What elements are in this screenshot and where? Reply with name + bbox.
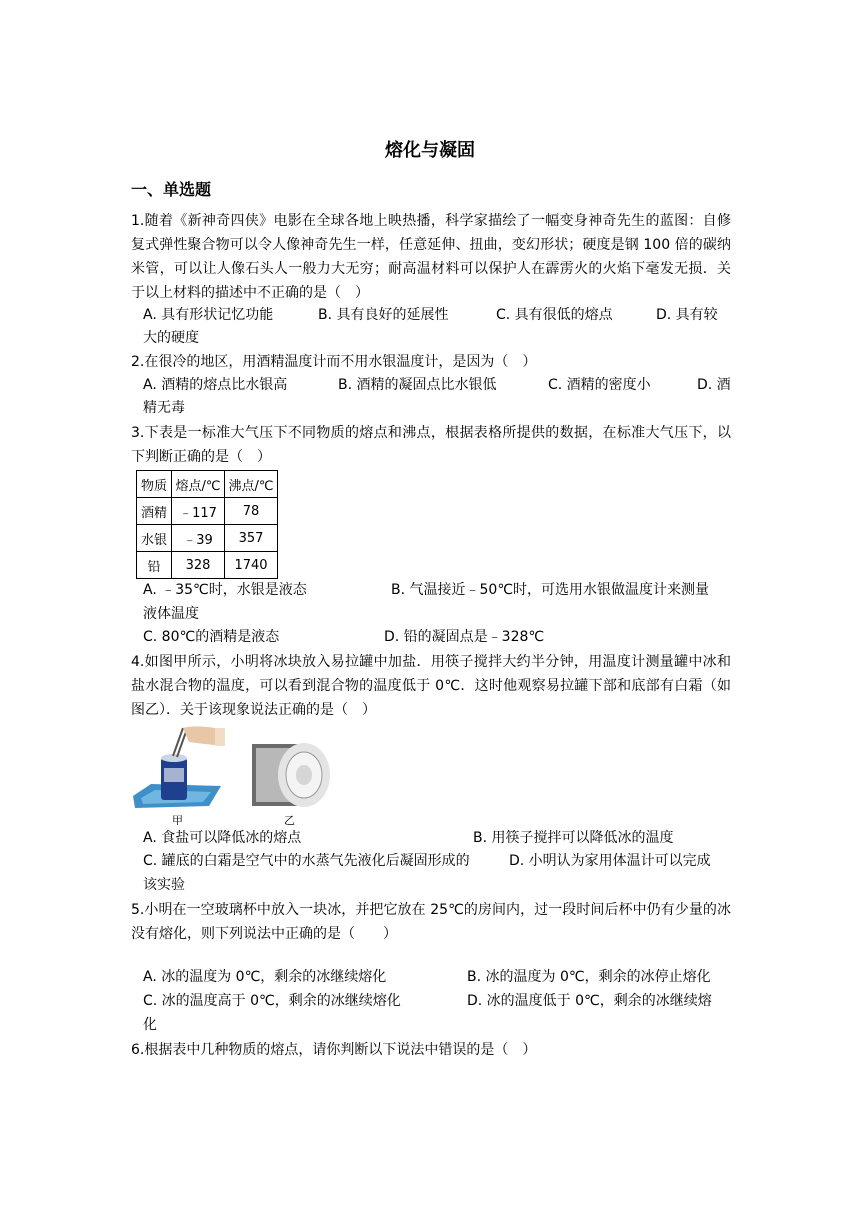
melting-boiling-table — [136, 470, 278, 579]
q3-option-d[interactable]: D. 铅的凝固点是﹣328℃ — [384, 629, 545, 645]
q2-option-a[interactable]: A. 酒精的熔点比水银高 — [143, 377, 288, 393]
question-6-stem: 6.根据表中几种物质的熔点，请你判断以下说法中错误的是（ ） — [131, 1042, 537, 1058]
q4-option-a[interactable]: A. 食盐可以降低冰的熔点 — [143, 830, 302, 846]
q1-option-a[interactable]: A. 具有形状记忆功能 — [143, 307, 274, 323]
q5-option-c[interactable]: C. 冰的温度高于 0℃，剩余的冰继续熔化 — [143, 993, 401, 1009]
q2-option-d-continuation: 精无毒 — [143, 400, 185, 416]
table-cell: 328 — [172, 552, 225, 579]
question-5-stem: 5.小明在一空玻璃杯中放入一块冰，并把它放在 25℃的房间内，过一段时间后杯中仍有少量的冰没有熔化，则下列说法中正确的是（ ） — [131, 902, 731, 942]
figure-yi-caption: 乙 — [284, 814, 295, 827]
question-1-stem: 1.随着《新神奇四侠》电影在全球各地上映热播，科学家描绘了一幅变身神奇先生的蓝图：自修复式弹性聚合物可以令人像神奇先生一样，任意延伸、扭曲，变幻形状；硬度是钢 100 倍的碳纳米管，可以让人像石头人一般力大无穷；耐高温材料可以保护人在霹雳火的火焰下毫发无损．关于以上材料的描述中不正确的是（ ） — [131, 213, 731, 301]
figure-jia-caption: 甲 — [172, 814, 183, 827]
q3-option-c[interactable]: C. 80℃的酒精是液态 — [143, 629, 280, 645]
q3-option-b[interactable]: B. 气温接近﹣50℃时，可选用水银做温度计来测量 — [391, 582, 710, 598]
table-header-row — [137, 471, 278, 498]
q1-option-b[interactable]: B. 具有良好的延展性 — [318, 307, 449, 323]
frosted-can-bottom-figure — [252, 740, 332, 812]
q2-option-b[interactable]: B. 酒精的凝固点比水银低 — [338, 377, 497, 393]
q5-option-d-continuation: 化 — [143, 1017, 157, 1033]
q3-option-b-continuation: 液体温度 — [143, 606, 199, 622]
question-3-stem: 3.下表是一标准大气压下不同物质的熔点和沸点，根据表格所提供的数据，在标准大气压下，以下判断正确的是（ ） — [131, 425, 731, 465]
figure-yi-image — [252, 740, 332, 812]
table-row — [137, 552, 278, 579]
table-cell: 铅 — [137, 552, 172, 579]
table-header-cell: 沸点/℃ — [225, 471, 278, 498]
q5-option-a[interactable]: A. 冰的温度为 0℃，剩余的冰继续熔化 — [143, 969, 387, 985]
q5-option-b[interactable]: B. 冰的温度为 0℃，剩余的冰停止熔化 — [467, 969, 711, 985]
q1-option-d-continuation: 大的硬度 — [143, 330, 199, 346]
q1-option-d[interactable]: D. 具有较 — [656, 307, 718, 323]
q2-option-c[interactable]: C. 酒精的密度小 — [548, 377, 651, 393]
table-cell: 357 — [225, 525, 278, 552]
table-cell: 酒精 — [137, 498, 172, 525]
q4-option-d-continuation: 该实验 — [143, 877, 185, 893]
figure-jia-image — [131, 724, 227, 814]
table-cell: 78 — [225, 498, 278, 525]
table-cell: 水银 — [137, 525, 172, 552]
q3-option-a[interactable]: A. ﹣35℃时，水银是液态 — [143, 582, 307, 598]
question-2-stem: 2.在很冷的地区，用酒精温度计而不用水银温度计，是因为（ ） — [131, 354, 537, 370]
q5-option-d[interactable]: D. 冰的温度低于 0℃，剩余的冰继续熔 — [467, 993, 712, 1009]
table-cell: 1740 — [225, 552, 278, 579]
table-row — [137, 498, 278, 525]
table-row — [137, 525, 278, 552]
q1-option-c[interactable]: C. 具有很低的熔点 — [496, 307, 613, 323]
question-4-stem: 4.如图甲所示，小明将冰块放入易拉罐中加盐．用筷子搅拌大约半分钟，用温度计测量罐中冰和盐水混合物的温度，可以看到混合物的温度低于 0℃．这时他观察易拉罐下部和底部有白霜（如图乙）．关于该现象说法正确的是（ ） — [131, 654, 731, 718]
document-title: 熔化与凝固 — [385, 140, 475, 161]
q4-option-b[interactable]: B. 用筷子搅拌可以降低冰的温度 — [473, 830, 674, 846]
table-cell: ﹣117 — [172, 498, 225, 525]
q4-option-c[interactable]: C. 罐底的白霜是空气中的水蒸气先液化后凝固形成的 — [143, 853, 470, 869]
q4-option-d[interactable]: D. 小明认为家用体温计可以完成 — [509, 853, 711, 869]
table-cell: ﹣39 — [172, 525, 225, 552]
table-header-cell: 熔点/℃ — [172, 471, 225, 498]
can-with-chopsticks-figure — [131, 724, 227, 814]
section-heading: 一、单选题 — [131, 180, 212, 199]
q2-option-d[interactable]: D. 酒 — [697, 377, 731, 393]
table-header-cell: 物质 — [137, 471, 172, 498]
